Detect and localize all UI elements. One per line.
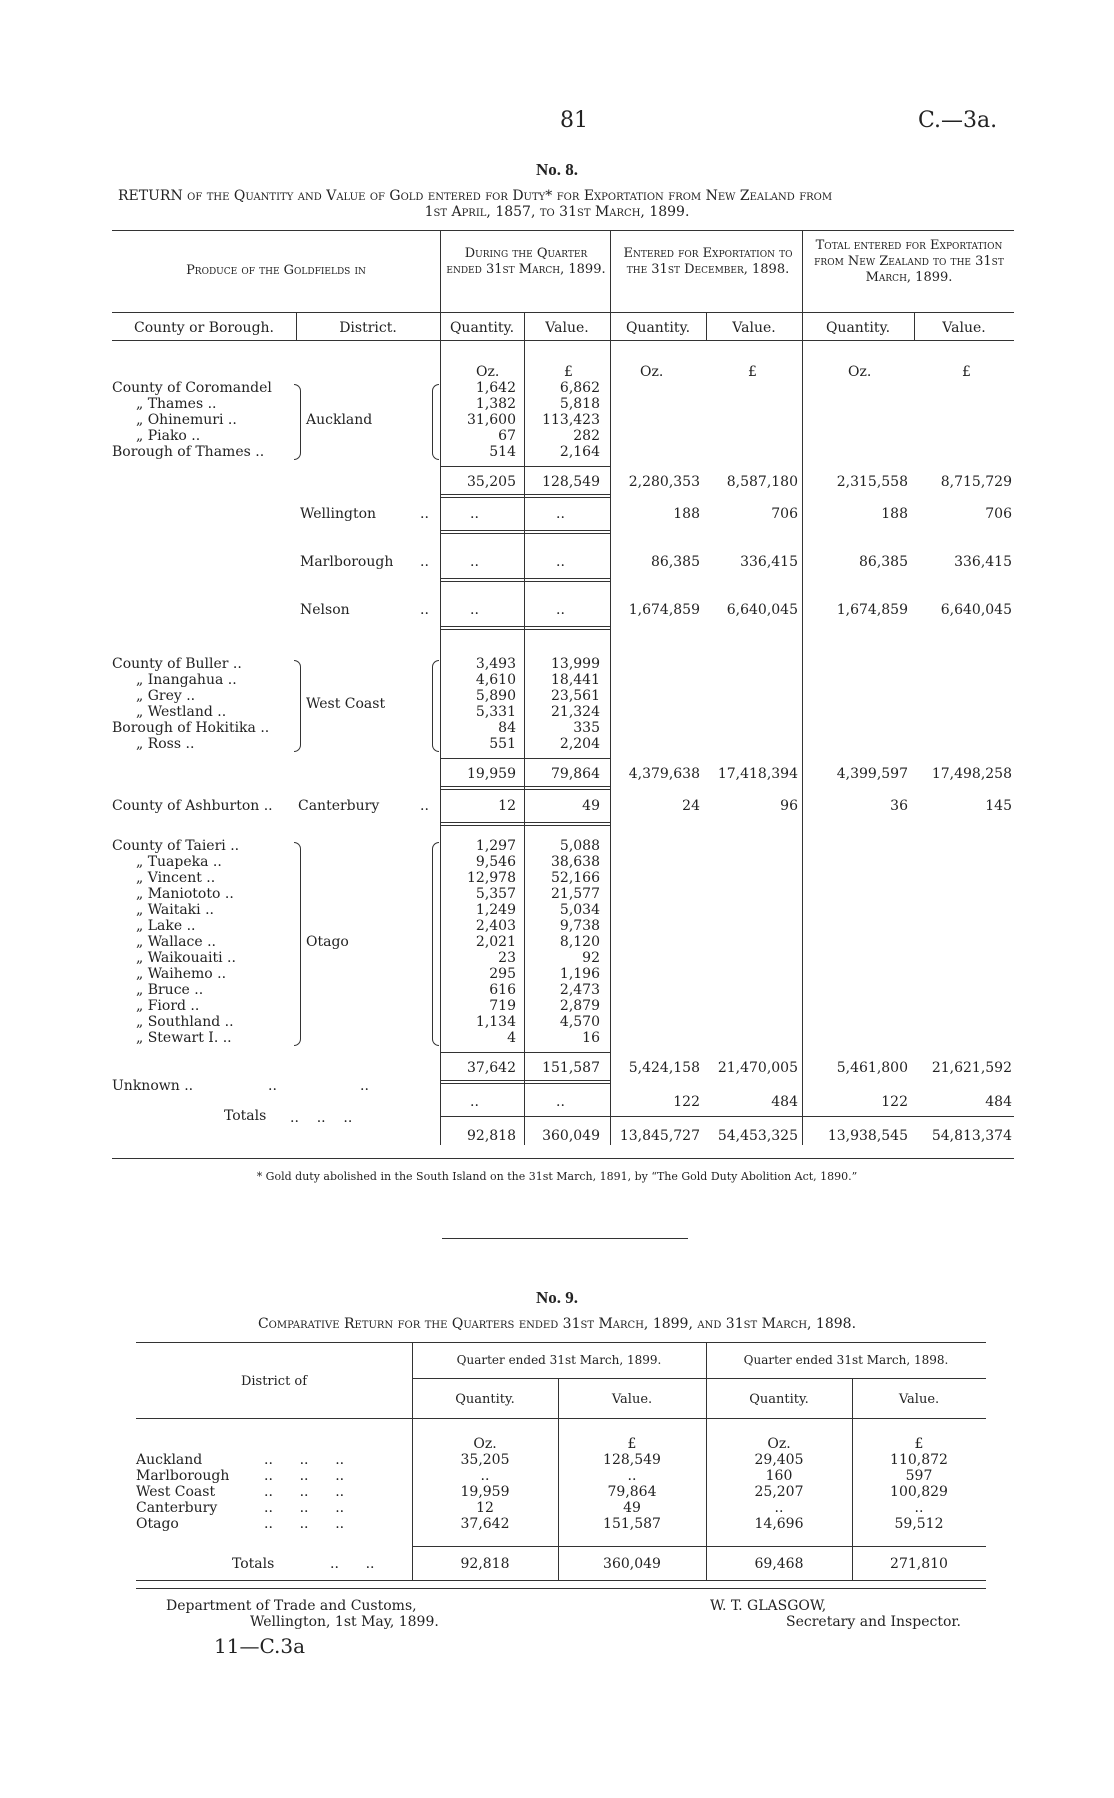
district-west-coast: West Coast — [306, 696, 386, 712]
cell-quantity: 23 — [498, 950, 516, 966]
district-name: Canterbury — [136, 1500, 218, 1516]
auckland-values — [524, 380, 600, 460]
district-name: Wellington — [300, 506, 377, 522]
entered-val: 96 — [780, 798, 798, 814]
cell-quantity: .. — [774, 1500, 784, 1516]
leader-dots: .. — [360, 1078, 369, 1094]
cell-quantity: 1,134 — [475, 1014, 516, 1030]
subheader-total-quantity: Quantity. — [825, 320, 891, 336]
entered-qty: 4,379,638 — [628, 766, 700, 782]
cell-quantity: 12,978 — [467, 870, 516, 886]
total-cell: 92,818 — [460, 1556, 510, 1572]
cell-quantity: .. — [480, 1468, 490, 1484]
table9-leader-dots: .. .. .. .. .. .. .. .. .. .. .. .. .. .. .. — [264, 1452, 345, 1532]
table9-q1898-quantity-header: Quantity. — [749, 1392, 809, 1407]
cell-quantity: 2,403 — [475, 918, 516, 934]
signer-title: Secretary and Inspector. — [786, 1614, 961, 1630]
district-auckland: Auckland — [306, 412, 373, 428]
page-reference: C.—3a. — [918, 108, 998, 133]
westcoast-values — [524, 656, 600, 752]
cell-quantity: 12 — [476, 1500, 494, 1516]
westcoast-left-brace — [432, 660, 439, 752]
cell-value: 52,166 — [551, 870, 600, 886]
cell-value: .. — [627, 1468, 637, 1484]
county-name: „ Waikouaiti .. — [136, 950, 236, 966]
unit-oz: Oz. — [767, 1436, 791, 1452]
cell-value: 2,204 — [559, 736, 600, 752]
cell-value: .. — [914, 1500, 924, 1516]
otago-counties — [112, 838, 292, 1046]
entered-val: 8,587,180 — [726, 474, 798, 490]
cell-value: 79,864 — [607, 1484, 657, 1500]
cell-value: 6,862 — [559, 380, 600, 396]
cell-value: 16 — [582, 1030, 600, 1046]
auckland-quantities — [440, 380, 516, 460]
cell-value: 38,638 — [551, 854, 600, 870]
cell-quantity: 295 — [489, 966, 516, 982]
subtotal-qty: 37,642 — [467, 1060, 516, 1076]
cell-value: 128,549 — [603, 1452, 661, 1468]
sheet-reference: 11—C.3a — [214, 1634, 306, 1658]
quarter-qty: .. — [470, 602, 479, 618]
county-name: „ Inangahua .. — [136, 672, 237, 688]
unit-oz: Oz. — [473, 1436, 497, 1452]
header-during-quarter: During the Quarter ended 31st March, 1899. — [446, 246, 606, 277]
entered-val: 54,453,325 — [717, 1128, 798, 1144]
unit-pound: £ — [748, 364, 757, 380]
table8-caption-line2: 1st April, 1857, to 31st March, 1899. — [424, 204, 690, 220]
table9-q1898-header: Quarter ended 31st March, 1898. — [743, 1353, 949, 1367]
header-entered: Entered for Exportation to the 31st December, 1898. — [623, 246, 793, 277]
cell-quantity: 2,021 — [475, 934, 516, 950]
westcoast-quantities — [440, 656, 516, 752]
entered-qty: 86,385 — [651, 554, 700, 570]
county-name: Borough of Thames .. — [112, 444, 265, 460]
county-name: „ Westland .. — [136, 704, 227, 720]
cell-value: 597 — [905, 1468, 933, 1484]
totals-label: Totals — [232, 1556, 275, 1572]
subheader-entered-value: Value. — [732, 320, 776, 336]
entered-val: 17,418,394 — [717, 766, 798, 782]
auckland-brace — [294, 384, 301, 460]
total-val: 21,621,592 — [931, 1060, 1012, 1076]
table9-q1899-header: Quarter ended 31st March, 1899. — [456, 1353, 662, 1367]
total-qty: 86,385 — [859, 554, 908, 570]
cell-quantity: 3,493 — [475, 656, 516, 672]
subheader-quarter-value: Value. — [545, 320, 589, 336]
cell-value: 4,570 — [559, 1014, 600, 1030]
cell-quantity: 14,696 — [754, 1516, 804, 1532]
entered-val: 706 — [771, 506, 798, 522]
total-cell: 69,468 — [754, 1556, 804, 1572]
table8-caption-line1: RETURN of the Quantity and Value of Gold entered for Duty* for Exportation from New Zealand from — [118, 188, 833, 204]
unit-pound: £ — [962, 364, 971, 380]
cell-quantity: 35,205 — [460, 1452, 510, 1468]
table9-q1899-quantity-header: Quantity. — [455, 1392, 515, 1407]
county-name: „ Piako .. — [136, 428, 201, 444]
total-qty: 2,315,558 — [836, 474, 908, 490]
total-val: 484 — [985, 1094, 1012, 1110]
county-name: „ Ross .. — [136, 736, 195, 752]
county-name: „ Waihemo .. — [136, 966, 227, 982]
cell-quantity: 160 — [765, 1468, 793, 1484]
quarter-val: 49 — [582, 798, 600, 814]
cell-value: 23,561 — [551, 688, 600, 704]
district-name: Canterbury — [298, 798, 380, 814]
auckland-left-brace — [432, 384, 439, 460]
district-name: Auckland — [136, 1452, 203, 1468]
cell-value: 282 — [573, 428, 600, 444]
unit-pound: £ — [627, 1436, 637, 1452]
total-val: 8,715,729 — [940, 474, 1012, 490]
cell-value: 5,818 — [559, 396, 600, 412]
quarter-qty: 12 — [498, 798, 516, 814]
totals-label: Totals — [224, 1108, 267, 1124]
cell-quantity: 1,642 — [475, 380, 516, 396]
district-otago: Otago — [306, 934, 349, 950]
subheader-entered-quantity: Quantity. — [625, 320, 691, 336]
cell-quantity: 1,249 — [475, 902, 516, 918]
entered-val: 21,470,005 — [717, 1060, 798, 1076]
entered-val: 6,640,045 — [726, 602, 798, 618]
total-qty: 188 — [881, 506, 908, 522]
leader-dots: .. — [268, 1078, 277, 1094]
table9-q1898-values — [852, 1452, 986, 1532]
district-name: Otago — [136, 1516, 179, 1532]
total-qty: 36 — [890, 798, 908, 814]
leader-dots: .. — [420, 602, 429, 618]
footnote: * Gold duty abolished in the South Island on the 31st March, 1891, by “The Gold Duty Abolition Act, 1890.” — [256, 1170, 858, 1183]
subheader-county: County or Borough. — [133, 320, 274, 336]
unit-pound: £ — [564, 364, 573, 380]
quarter-qty: .. — [470, 1094, 479, 1110]
entered-val: 336,415 — [740, 554, 798, 570]
cell-quantity: 19,959 — [460, 1484, 510, 1500]
cell-quantity: 5,890 — [475, 688, 516, 704]
page-number: 81 — [560, 108, 588, 133]
table9-district-header: District of — [240, 1374, 308, 1389]
quarter-val: 360,049 — [542, 1128, 600, 1144]
cell-value: 335 — [573, 720, 600, 736]
total-val: 706 — [985, 506, 1012, 522]
place-date: Wellington, 1st May, 1899. — [250, 1614, 439, 1630]
county-name: „ Grey .. — [136, 688, 196, 704]
header-total-entered: Total entered for Exportation from New Zealand to the 31st March, 1899. — [814, 238, 1004, 285]
entered-qty: 122 — [673, 1094, 700, 1110]
cell-value: 1,196 — [559, 966, 600, 982]
cell-quantity: 31,600 — [467, 412, 516, 428]
county-name: „ Stewart I. .. — [136, 1030, 232, 1046]
county-name: County of Coromandel — [112, 380, 272, 396]
subheader-quarter-quantity: Quantity. — [449, 320, 515, 336]
department: Department of Trade and Customs, — [166, 1598, 417, 1614]
quarter-qty: 92,818 — [467, 1128, 516, 1144]
quarter-val: .. — [556, 602, 565, 618]
total-val: 6,640,045 — [940, 602, 1012, 618]
county-name: County of Taieri .. — [112, 838, 240, 854]
county-name: „ Ohinemuri .. — [136, 412, 237, 428]
cell-value: 13,999 — [551, 656, 600, 672]
auckland-counties — [112, 380, 292, 460]
district-name: West Coast — [136, 1484, 216, 1500]
subheader-total-value: Value. — [942, 320, 986, 336]
county-name: „ Tuapeka .. — [136, 854, 222, 870]
cell-value: 21,577 — [551, 886, 600, 902]
table9-q1899-values — [558, 1452, 706, 1532]
cell-quantity: 1,382 — [475, 396, 516, 412]
cell-quantity: 719 — [489, 998, 516, 1014]
leader-dots: .. .. .. — [290, 1110, 353, 1126]
otago-quantities — [440, 838, 516, 1046]
cell-value: 8,120 — [559, 934, 600, 950]
cell-quantity: 4 — [507, 1030, 516, 1046]
cell-value: 59,512 — [894, 1516, 944, 1532]
entered-qty: 13,845,727 — [619, 1128, 700, 1144]
cell-value: 113,423 — [542, 412, 600, 428]
cell-value: 21,324 — [551, 704, 600, 720]
subtotal-qty: 35,205 — [467, 474, 516, 490]
entered-qty: 24 — [682, 798, 700, 814]
entered-val: 484 — [771, 1094, 798, 1110]
total-qty: 4,399,597 — [836, 766, 908, 782]
cell-quantity: 84 — [498, 720, 516, 736]
total-qty: 1,674,859 — [836, 602, 908, 618]
total-val: 145 — [985, 798, 1012, 814]
county-name: „ Thames .. — [136, 396, 217, 412]
total-val: 17,498,258 — [931, 766, 1012, 782]
county-name: „ Wallace .. — [136, 934, 217, 950]
quarter-qty: .. — [470, 554, 479, 570]
otago-brace — [294, 842, 301, 1046]
county-name: „ Vincent .. — [136, 870, 216, 886]
subtotal-qty: 19,959 — [467, 766, 516, 782]
cell-value: 5,034 — [559, 902, 600, 918]
cell-quantity: 1,297 — [475, 838, 516, 854]
cell-value: 9,738 — [559, 918, 600, 934]
table9-q1898-value-header: Value. — [898, 1392, 940, 1407]
county-name: County of Ashburton .. — [112, 798, 273, 814]
subtotal-val: 79,864 — [551, 766, 600, 782]
district-name: Marlborough — [300, 554, 394, 570]
quarter-val: .. — [556, 506, 565, 522]
cell-quantity: 5,331 — [475, 704, 516, 720]
quarter-qty: .. — [470, 506, 479, 522]
county-name: „ Waitaki .. — [136, 902, 214, 918]
leader-dots: .. — [420, 554, 429, 570]
entered-qty: 188 — [673, 506, 700, 522]
cell-quantity: 37,642 — [460, 1516, 510, 1532]
county-name: „ Lake .. — [136, 918, 196, 934]
otago-left-brace — [432, 842, 439, 1046]
unit-pound: £ — [914, 1436, 924, 1452]
unit-oz: Oz. — [476, 364, 500, 380]
quarter-val: .. — [556, 1094, 565, 1110]
cell-quantity: 9,546 — [475, 854, 516, 870]
district-name: Nelson — [300, 602, 350, 618]
cell-value: 110,872 — [890, 1452, 948, 1468]
cell-quantity: 514 — [489, 444, 516, 460]
westcoast-counties — [112, 656, 292, 752]
subheader-district: District. — [339, 320, 397, 336]
unknown-label: Unknown .. — [112, 1078, 194, 1094]
county-name: County of Buller .. — [112, 656, 242, 672]
cell-value: 49 — [623, 1500, 641, 1516]
entered-qty: 2,280,353 — [628, 474, 700, 490]
cell-quantity: 5,357 — [475, 886, 516, 902]
leader-dots: .. — [420, 798, 429, 814]
county-name: Borough of Hokitika .. — [112, 720, 270, 736]
table9-number: No. 9. — [535, 1288, 579, 1307]
westcoast-brace — [294, 660, 301, 752]
cell-value: 5,088 — [559, 838, 600, 854]
cell-quantity: 25,207 — [754, 1484, 804, 1500]
county-name: „ Southland .. — [136, 1014, 234, 1030]
cell-quantity: 551 — [489, 736, 516, 752]
table8-number: No. 8. — [535, 160, 579, 179]
district-name: Marlborough — [136, 1468, 230, 1484]
total-qty: 122 — [881, 1094, 908, 1110]
total-qty: 13,938,545 — [827, 1128, 908, 1144]
cell-value: 92 — [582, 950, 600, 966]
cell-value: 151,587 — [603, 1516, 661, 1532]
table9-q1899-value-header: Value. — [611, 1392, 653, 1407]
total-val: 54,813,374 — [931, 1128, 1012, 1144]
county-name: „ Fiord .. — [136, 998, 200, 1014]
quarter-val: .. — [556, 554, 565, 570]
total-qty: 5,461,800 — [836, 1060, 908, 1076]
cell-value: 100,829 — [890, 1484, 948, 1500]
unit-oz: Oz. — [848, 364, 872, 380]
unit-oz: Oz. — [640, 364, 664, 380]
otago-values — [524, 838, 600, 1046]
section-divider — [442, 1238, 688, 1239]
signer-name: W. T. GLASGOW, — [710, 1598, 827, 1614]
cell-quantity: 67 — [498, 428, 516, 444]
table9-caption: Comparative Return for the Quarters ended 31st March, 1899, and 31st March, 1898. — [257, 1316, 857, 1332]
subtotal-val: 128,549 — [542, 474, 600, 490]
table9-q1899-quantities — [412, 1452, 558, 1532]
entered-qty: 5,424,158 — [628, 1060, 700, 1076]
header-produce: Produce of the Goldfields in — [186, 263, 366, 278]
leader-dots: .. .. — [330, 1556, 375, 1572]
total-val: 336,415 — [954, 554, 1012, 570]
total-cell: 271,810 — [890, 1556, 948, 1572]
cell-value: 2,473 — [559, 982, 600, 998]
total-cell: 360,049 — [603, 1556, 661, 1572]
cell-quantity: 4,610 — [475, 672, 516, 688]
subtotal-val: 151,587 — [542, 1060, 600, 1076]
cell-value: 2,164 — [559, 444, 600, 460]
leader-dots: .. — [420, 506, 429, 522]
cell-quantity: 616 — [489, 982, 516, 998]
cell-quantity: 29,405 — [754, 1452, 804, 1468]
table9-districts — [136, 1452, 276, 1532]
county-name: „ Bruce .. — [136, 982, 204, 998]
entered-qty: 1,674,859 — [628, 602, 700, 618]
cell-value: 18,441 — [551, 672, 600, 688]
table9-q1898-quantities — [706, 1452, 852, 1532]
cell-value: 2,879 — [559, 998, 600, 1014]
county-name: „ Maniototo .. — [136, 886, 234, 902]
